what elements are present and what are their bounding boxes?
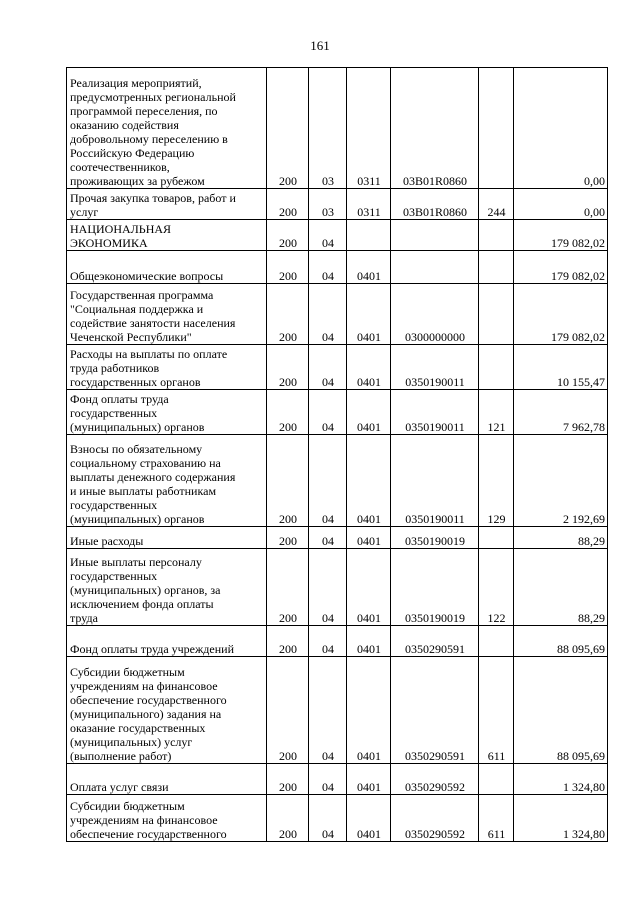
ministry-code-text: 200 — [279, 642, 297, 656]
section-code — [309, 220, 347, 251]
table-row — [67, 68, 608, 189]
amount-text: 179 082,02 — [551, 330, 605, 344]
item-name-text: Прочая закупка товаров, работ и услуг — [70, 191, 236, 219]
expense-type-code-text: 611 — [487, 827, 506, 841]
amount-text: 0,00 — [584, 174, 605, 188]
table-row — [67, 626, 608, 657]
item-name — [67, 795, 267, 842]
table-row — [67, 220, 608, 251]
section-code-text: 04 — [322, 827, 334, 841]
target-article-code — [391, 626, 479, 657]
subsection-code — [347, 68, 391, 189]
item-name-text: Государственная программа "Социальная поддержка и содействие занятости населения Чеченской Республики" — [70, 288, 236, 344]
target-article-code-text: 0350190019 — [405, 611, 465, 625]
amount-text: 10 155,47 — [557, 375, 605, 389]
expense-type-code — [479, 251, 514, 284]
expense-type-code-text: 121 — [487, 420, 506, 434]
target-article-code-text: 0350290592 — [405, 827, 465, 841]
amount — [514, 251, 608, 284]
expense-type-code-text: 244 — [487, 205, 506, 219]
ministry-code-text: 200 — [279, 269, 297, 283]
item-name — [67, 435, 267, 527]
section-code-text: 04 — [322, 420, 334, 434]
subsection-code — [347, 345, 391, 390]
target-article-code-text: 0350190011 — [405, 420, 465, 434]
ministry-code — [267, 220, 309, 251]
section-code-text: 04 — [322, 375, 334, 389]
item-name — [67, 390, 267, 435]
item-name-text: Субсидии бюджетным учреждениям на финансовое обеспечение государственного — [70, 799, 227, 841]
amount — [514, 189, 608, 220]
item-name — [67, 189, 267, 220]
target-article-code — [391, 764, 479, 795]
subsection-code — [347, 251, 391, 284]
ministry-code-text: 200 — [279, 420, 297, 434]
expense-type-code — [479, 549, 514, 626]
subsection-code-text: 0401 — [357, 375, 381, 389]
ministry-code — [267, 390, 309, 435]
expense-type-code — [479, 189, 514, 220]
ministry-code — [267, 251, 309, 284]
item-name-text: НАЦИОНАЛЬНАЯ ЭКОНОМИКА — [70, 222, 172, 250]
item-name-text: Фонд оплаты труда государственных (муниципальных) органов — [70, 392, 205, 434]
target-article-code — [391, 251, 479, 284]
expense-type-code — [479, 435, 514, 527]
amount-text: 179 082,02 — [551, 269, 605, 283]
section-code — [309, 189, 347, 220]
subsection-code — [347, 626, 391, 657]
expense-type-code — [479, 68, 514, 189]
expense-type-code — [479, 657, 514, 764]
ministry-code-text: 200 — [279, 330, 297, 344]
expense-type-code — [479, 345, 514, 390]
ministry-code-text: 200 — [279, 375, 297, 389]
ministry-code — [267, 284, 309, 345]
target-article-code — [391, 527, 479, 549]
ministry-code — [267, 657, 309, 764]
amount — [514, 527, 608, 549]
expense-type-code — [479, 764, 514, 795]
ministry-code — [267, 68, 309, 189]
item-name-text: Общеэкономические вопросы — [70, 269, 224, 283]
subsection-code-text: 0401 — [357, 330, 381, 344]
expense-type-code — [479, 284, 514, 345]
item-name — [67, 657, 267, 764]
section-code-text: 04 — [322, 269, 334, 283]
table-row — [67, 527, 608, 549]
section-code-text: 04 — [322, 236, 334, 250]
target-article-code-text: 0300000000 — [405, 330, 465, 344]
amount — [514, 345, 608, 390]
subsection-code — [347, 657, 391, 764]
expense-type-code — [479, 220, 514, 251]
section-code-text: 04 — [322, 642, 334, 656]
subsection-code-text: 0401 — [357, 512, 381, 526]
target-article-code-text: 0350290591 — [405, 749, 465, 763]
ministry-code — [267, 795, 309, 842]
amount-text: 0,00 — [584, 205, 605, 219]
expense-type-code — [479, 626, 514, 657]
section-code — [309, 657, 347, 764]
budget-table — [66, 67, 608, 842]
item-name — [67, 284, 267, 345]
target-article-code-text: 0350290591 — [405, 642, 465, 656]
target-article-code-text: 03B01R0860 — [402, 205, 467, 219]
amount — [514, 626, 608, 657]
amount — [514, 764, 608, 795]
section-code — [309, 764, 347, 795]
item-name — [67, 626, 267, 657]
ministry-code-text: 200 — [279, 205, 297, 219]
target-article-code — [391, 549, 479, 626]
expense-type-code-text: 611 — [487, 749, 506, 763]
subsection-code-text: 0311 — [357, 205, 381, 219]
section-code — [309, 795, 347, 842]
item-name — [67, 764, 267, 795]
expense-type-code-text: 129 — [487, 512, 506, 526]
ministry-code — [267, 549, 309, 626]
item-name-text: Оплата услуг связи — [70, 780, 169, 794]
subsection-code-text: 0401 — [357, 827, 381, 841]
expense-type-code — [479, 527, 514, 549]
section-code — [309, 284, 347, 345]
ministry-code — [267, 189, 309, 220]
section-code-text: 03 — [322, 205, 334, 219]
subsection-code — [347, 284, 391, 345]
item-name — [67, 68, 267, 189]
section-code-text: 04 — [322, 534, 334, 548]
section-code — [309, 68, 347, 189]
amount — [514, 68, 608, 189]
target-article-code — [391, 189, 479, 220]
subsection-code-text: 0401 — [357, 611, 381, 625]
target-article-code — [391, 795, 479, 842]
item-name — [67, 527, 267, 549]
subsection-code — [347, 764, 391, 795]
amount — [514, 435, 608, 527]
item-name-text: Субсидии бюджетным учреждениям на финансовое обеспечение государственного (муниципального) задания на оказание государственных (муниципальных) услуг (выполнение работ) — [70, 665, 227, 763]
subsection-code — [347, 390, 391, 435]
table-row — [67, 795, 608, 842]
ministry-code-text: 200 — [279, 174, 297, 188]
section-code — [309, 626, 347, 657]
section-code-text: 04 — [322, 780, 334, 794]
expense-type-code-text: 122 — [487, 611, 506, 625]
target-article-code — [391, 390, 479, 435]
item-name — [67, 345, 267, 390]
ministry-code-text: 200 — [279, 534, 297, 548]
amount — [514, 795, 608, 842]
amount-text: 88,29 — [578, 534, 605, 548]
target-article-code-text: 0350190011 — [405, 375, 465, 389]
subsection-code — [347, 435, 391, 527]
item-name — [67, 549, 267, 626]
target-article-code-text: 03B01R0860 — [402, 174, 467, 188]
subsection-code-text: 0311 — [357, 174, 381, 188]
table-row — [67, 284, 608, 345]
item-name-text: Иные расходы — [70, 534, 144, 548]
item-name-text: Реализация мероприятий, предусмотренных региональной программой переселения, по оказанию содействия добровольному переселению в Российскую Федерацию соотечественников, проживающих за рубежом — [70, 76, 236, 188]
item-name — [67, 251, 267, 284]
page-number: 161 — [310, 38, 330, 53]
item-name-text: Фонд оплаты труда учреждений — [70, 642, 234, 656]
amount — [514, 657, 608, 764]
ministry-code-text: 200 — [279, 827, 297, 841]
ministry-code — [267, 626, 309, 657]
ministry-code — [267, 435, 309, 527]
ministry-code — [267, 345, 309, 390]
section-code-text: 04 — [322, 611, 334, 625]
item-name — [67, 220, 267, 251]
section-code — [309, 345, 347, 390]
amount — [514, 390, 608, 435]
table-row — [67, 345, 608, 390]
amount — [514, 220, 608, 251]
subsection-code — [347, 189, 391, 220]
section-code-text: 04 — [322, 512, 334, 526]
subsection-code-text: 0401 — [357, 749, 381, 763]
table-row — [67, 549, 608, 626]
subsection-code-text: 0401 — [357, 780, 381, 794]
target-article-code — [391, 220, 479, 251]
table-row — [67, 764, 608, 795]
amount-text: 179 082,02 — [551, 236, 605, 250]
target-article-code — [391, 657, 479, 764]
section-code — [309, 390, 347, 435]
table-row — [67, 251, 608, 284]
subsection-code-text: 0401 — [357, 642, 381, 656]
ministry-code-text: 200 — [279, 780, 297, 794]
amount-text: 1 324,80 — [563, 780, 605, 794]
subsection-code-text: 0401 — [357, 420, 381, 434]
expense-type-code — [479, 390, 514, 435]
ministry-code-text: 200 — [279, 611, 297, 625]
section-code-text: 04 — [322, 749, 334, 763]
section-code-text: 04 — [322, 330, 334, 344]
amount-text: 2 192,69 — [563, 512, 605, 526]
ministry-code-text: 200 — [279, 236, 297, 250]
target-article-code — [391, 345, 479, 390]
ministry-code — [267, 764, 309, 795]
amount-text: 88 095,69 — [557, 642, 605, 656]
amount-text: 88,29 — [578, 611, 605, 625]
item-name-text: Иные выплаты персоналу государственных (муниципальных) органов, за исключением фонда оплаты труда — [70, 555, 221, 625]
amount — [514, 284, 608, 345]
target-article-code-text: 0350290592 — [405, 780, 465, 794]
table-row — [67, 189, 608, 220]
subsection-code — [347, 795, 391, 842]
section-code — [309, 251, 347, 284]
section-code — [309, 435, 347, 527]
ministry-code-text: 200 — [279, 512, 297, 526]
target-article-code — [391, 68, 479, 189]
amount-text: 88 095,69 — [557, 749, 605, 763]
subsection-code — [347, 527, 391, 549]
section-code — [309, 527, 347, 549]
target-article-code — [391, 284, 479, 345]
ministry-code — [267, 527, 309, 549]
target-article-code-text: 0350190019 — [405, 534, 465, 548]
table-row — [67, 657, 608, 764]
subsection-code-text: 0401 — [357, 534, 381, 548]
item-name-text: Расходы на выплаты по оплате труда работников государственных органов — [70, 347, 228, 389]
amount-text: 7 962,78 — [563, 420, 605, 434]
subsection-code-text: 0401 — [357, 269, 381, 283]
subsection-code — [347, 220, 391, 251]
subsection-code — [347, 549, 391, 626]
target-article-code — [391, 435, 479, 527]
amount — [514, 549, 608, 626]
table-row — [67, 435, 608, 527]
table-row — [67, 390, 608, 435]
ministry-code-text: 200 — [279, 749, 297, 763]
item-name-text: Взносы по обязательному социальному страхованию на выплаты денежного содержания и иные выплаты работникам государственных (муниципальных) органов — [70, 442, 236, 526]
expense-type-code — [479, 795, 514, 842]
section-code-text: 03 — [322, 174, 334, 188]
section-code — [309, 549, 347, 626]
target-article-code-text: 0350190011 — [405, 512, 465, 526]
amount-text: 1 324,80 — [563, 827, 605, 841]
